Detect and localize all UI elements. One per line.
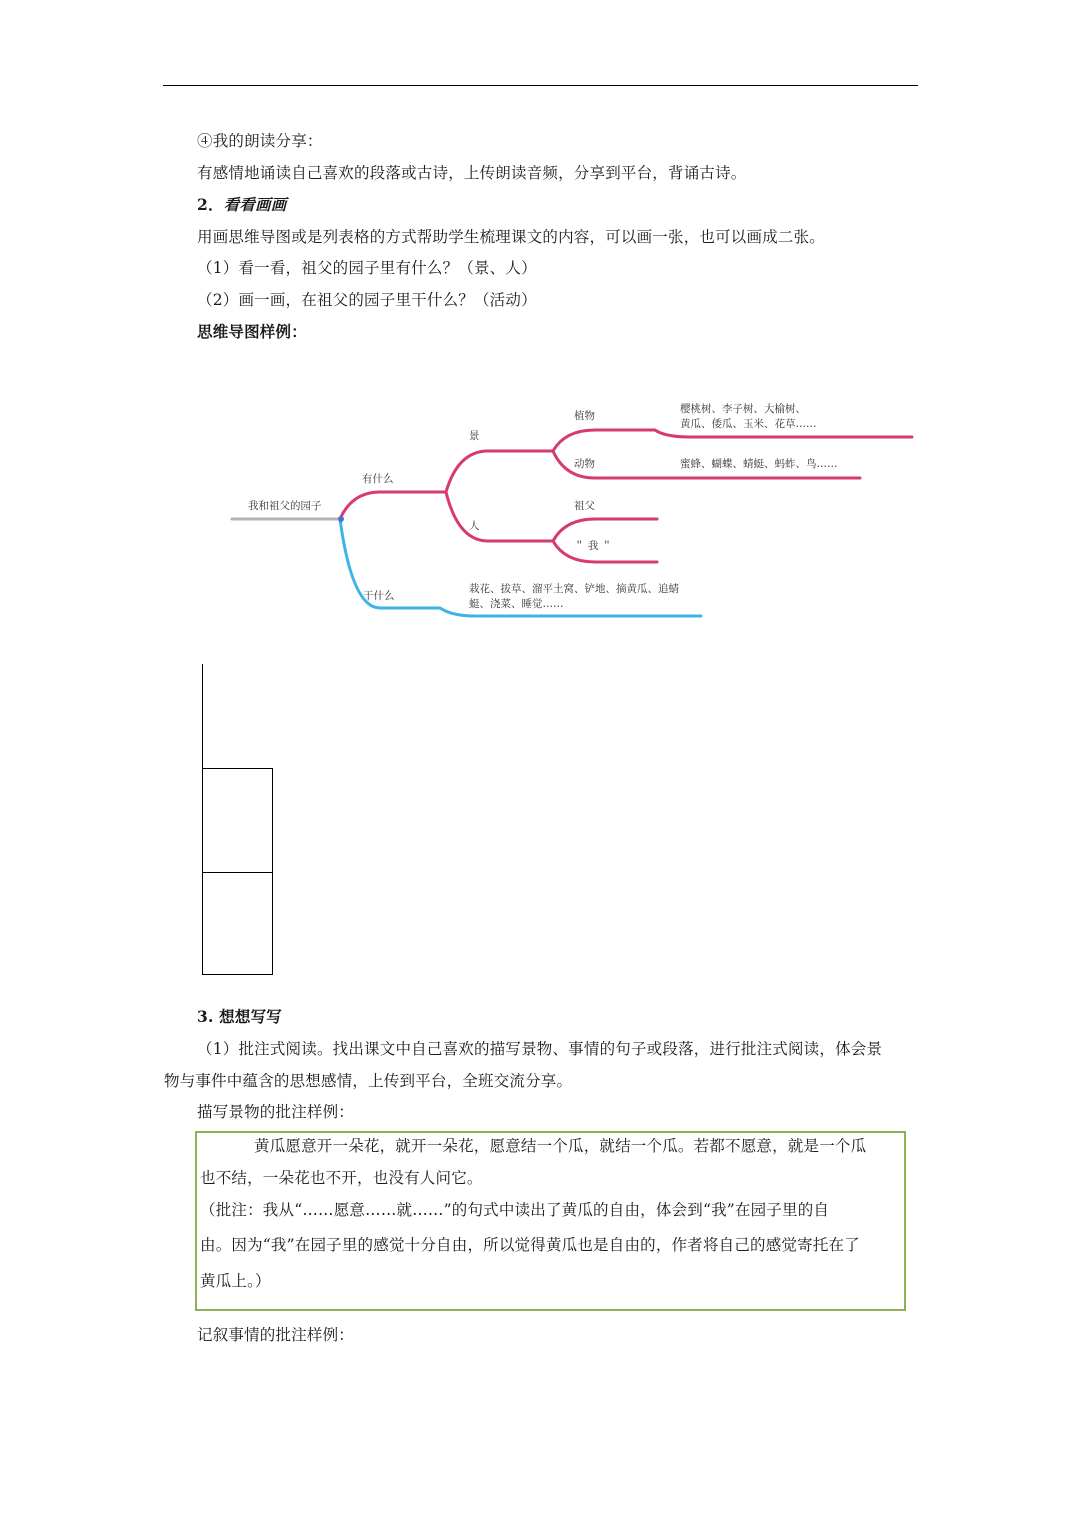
mm-people: 人: [469, 520, 480, 532]
mind-map: [0, 0, 1080, 700]
mm-animals: 动物: [574, 458, 595, 470]
mindmap-caption: 思维导图样例：: [197, 322, 307, 341]
section-title: 看看画画: [223, 195, 287, 214]
branch-what: [340, 492, 446, 519]
text-line: （1）批注式阅读。找出课文中自己喜欢的描写景物、事情的句子或段落，进行批注式阅读，体会景: [197, 1040, 883, 1058]
annotation-text: 也不结，一朵花也不开，也没有人问它。: [200, 1169, 483, 1187]
text-line: ④我的朗读分享：: [197, 132, 323, 150]
branch-people: [446, 492, 553, 541]
annotation-text: 黄瓜上。）: [200, 1272, 271, 1290]
root-node: [338, 516, 344, 522]
mm-what: 有什么: [362, 473, 394, 485]
mm-plants-detail: 黄瓜、倭瓜、玉米、花草……: [680, 418, 817, 430]
annotation-text: （批注：我从“……愿意……就……”的句式中读出了黄瓜的自由，体会到“我”在园子里的自: [200, 1201, 830, 1219]
mm-me: ＂ 我 ＂: [574, 540, 613, 552]
empty-table-cell: [202, 768, 273, 873]
branch-grandpa: [553, 519, 657, 541]
annotation-text: 由。因为“我”在园子里的感觉十分自由，所以觉得黄瓜也是自由的，作者将自己的感觉寄托在了: [200, 1236, 860, 1254]
text-line: 描写景物的批注样例：: [197, 1103, 355, 1121]
empty-table-edge: [202, 664, 203, 769]
branch-plants: [553, 430, 912, 451]
annotation-box: [195, 1131, 906, 1311]
branch-scene: [446, 451, 553, 492]
mm-grandpa: 祖父: [574, 500, 595, 512]
mm-animals-detail: 蜜蜂、蝴蝶、蜻蜓、蚂蚱、鸟……: [680, 458, 838, 470]
mm-do-detail: 蜓、浇菜、睡觉……: [469, 598, 564, 610]
annotation-text: 黄瓜愿意开一朵花，就开一朵花，愿意结一个瓜，就结一个瓜。若都不愿意，就是一个瓜: [254, 1137, 867, 1155]
mm-do: 干什么: [363, 590, 395, 602]
text-line: 记叙事情的批注样例：: [197, 1326, 355, 1344]
text-line: 物与事件中蕴含的思想感情，上传到平台，全班交流分享。: [164, 1072, 573, 1090]
text-line: （2）画一画，在祖父的园子里干什么？（活动）: [197, 291, 537, 309]
mm-do-detail: 栽花、拔草、溜平土窝、铲地、摘黄瓜、追蜻: [469, 583, 679, 595]
mm-root: 我和祖父的园子: [248, 500, 322, 512]
mm-scene: 景: [469, 430, 480, 442]
text-line: 用画思维导图或是列表格的方式帮助学生梳理课文的内容，可以画一张，也可以画成二张。: [197, 228, 826, 246]
empty-table-cell: [202, 872, 273, 975]
section-heading: 3. 想想写写: [197, 1007, 282, 1026]
mm-plants: 植物: [574, 410, 595, 422]
mm-plants-detail: 樱桃树、李子树、大榆树、: [680, 403, 806, 415]
text-line: 有感情地诵读自己喜欢的段落或古诗，上传朗读音频，分享到平台，背诵古诗。: [197, 164, 747, 182]
text-line: （1）看一看，祖父的园子里有什么？（景、人）: [197, 259, 537, 277]
section-number: 2．: [197, 195, 224, 214]
